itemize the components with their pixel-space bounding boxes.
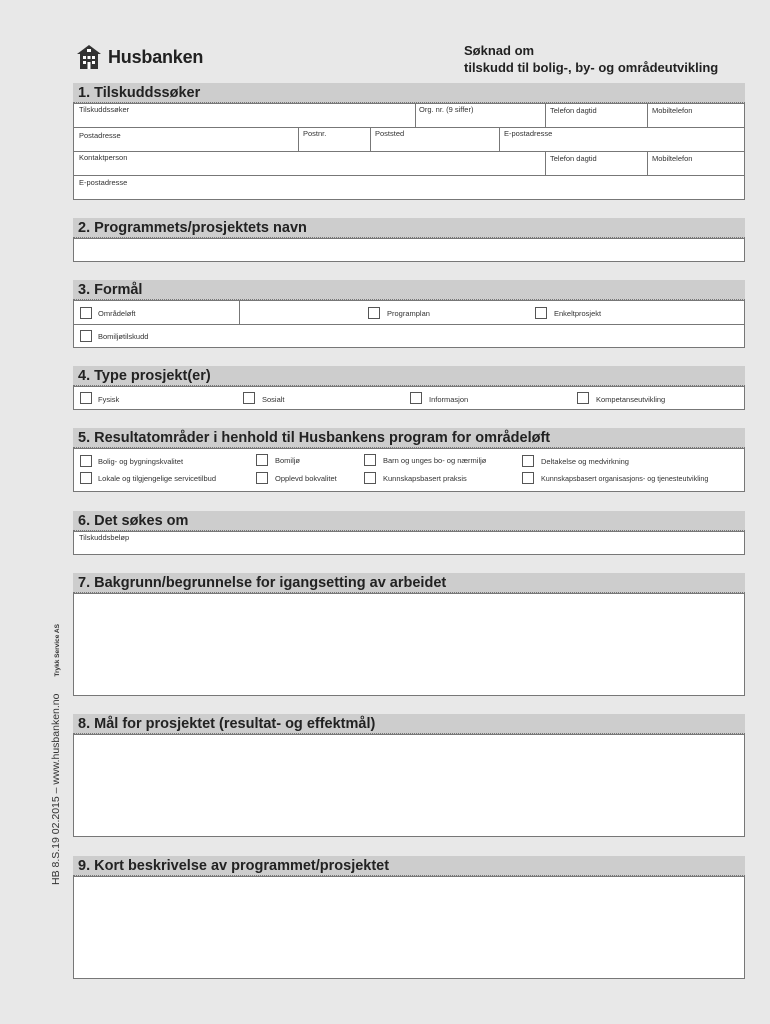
phone-day-label: Telefon dagtid	[550, 106, 597, 115]
applicant-row	[74, 104, 744, 128]
project-name-field[interactable]	[73, 238, 745, 262]
label-lokale-servicetilbud: Lokale og tilgjengelige servicetilbud	[98, 474, 216, 483]
label-kunnskapsbasert-organisasjon: Kunnskapsbasert organisasjons- og tjenesteutvikling	[541, 474, 709, 483]
label-bomiljotilskudd: Bomiljøtilskudd	[98, 332, 149, 341]
section-8-heading: 8. Mål for prosjektet (resultat- og effektmål)	[73, 714, 745, 734]
section-6-heading: 6. Det søkes om	[73, 511, 745, 531]
form-id-text: HB 8.S.19 02.2015 – www.husbanken.no	[50, 693, 62, 885]
logo-text: Husbanken	[108, 46, 204, 67]
sideways-footer	[50, 624, 62, 885]
section-4-heading: 4. Type prosjekt(er)	[73, 366, 745, 386]
label-enkeltprosjekt: Enkeltprosjekt	[554, 309, 602, 318]
section-1-box	[73, 103, 745, 200]
document-title	[464, 42, 718, 76]
label-bomiljo: Bomiljø	[275, 456, 301, 465]
postal-place-label: Poststed	[375, 129, 405, 138]
checkbox-fysisk[interactable]	[80, 392, 92, 404]
checkbox-kompetanseutvikling[interactable]	[577, 392, 589, 404]
label-bolig-bygningskvalitet: Bolig- og bygningskvalitet	[98, 457, 184, 466]
husbanken-emblem-icon	[76, 44, 102, 70]
contact-person-label: Kontaktperson	[79, 153, 128, 162]
label-kompetanseutvikling: Kompetanseutvikling	[596, 395, 666, 404]
label-omradeloft: Områdeløft	[98, 309, 136, 318]
label-deltakelse: Deltakelse og medvirkning	[541, 457, 629, 466]
phone-day-2-label: Telefon dagtid	[550, 154, 597, 163]
label-opplevd-bokvalitet: Opplevd bokvalitet	[275, 474, 337, 483]
checkbox-programplan[interactable]	[368, 307, 380, 319]
goals-textarea[interactable]	[73, 734, 745, 837]
husbanken-logo	[76, 44, 203, 70]
checkbox-kunnskapsbasert-praksis[interactable]	[364, 472, 376, 484]
section-4-box	[73, 386, 745, 410]
applicant-label: Tilskuddssøker	[79, 105, 130, 114]
checkbox-lokale-servicetilbud[interactable]	[80, 472, 92, 484]
label-informasjon: Informasjon	[429, 395, 469, 404]
label-barn-unges-miljo: Barn og unges bo- og nærmiljø	[383, 456, 487, 465]
checkbox-opplevd-bokvalitet[interactable]	[256, 472, 268, 484]
postal-row	[74, 128, 744, 152]
label-programplan: Programplan	[387, 309, 430, 318]
checkbox-sosialt[interactable]	[243, 392, 255, 404]
purpose-row-2	[74, 325, 744, 348]
checkbox-informasjon[interactable]	[410, 392, 422, 404]
checkbox-omradeloft[interactable]	[80, 307, 92, 319]
org-nr-label: Org. nr. (9 siffer)	[419, 105, 474, 114]
section-9-heading: 9. Kort beskrivelse av programmet/prosjektet	[73, 856, 745, 876]
checkbox-kunnskapsbasert-organisasjon[interactable]	[522, 472, 534, 484]
email-label: E-postadresse	[504, 129, 553, 138]
postal-nr-label: Postnr.	[303, 129, 327, 138]
email-2-label: E-postadresse	[79, 178, 128, 187]
amount-label: Tilskuddsbeløp	[79, 533, 130, 542]
purpose-row-1	[74, 301, 744, 325]
description-textarea[interactable]	[73, 876, 745, 979]
checkbox-enkeltprosjekt[interactable]	[535, 307, 547, 319]
checkbox-bomiljotilskudd[interactable]	[80, 330, 92, 342]
printer-text: Trykk Service AS	[54, 624, 61, 677]
section-5-heading: 5. Resultatområder i henhold til Husbankens program for områdeløft	[73, 428, 745, 448]
postal-address-label: Postadresse	[79, 131, 121, 140]
section-3-box	[73, 300, 745, 348]
checkbox-barn-unges-miljo[interactable]	[364, 454, 376, 466]
label-sosialt: Sosialt	[262, 395, 285, 404]
label-kunnskapsbasert-praksis: Kunnskapsbasert praksis	[383, 474, 467, 483]
section-3-heading: 3. Formål	[73, 280, 745, 300]
email-row	[74, 176, 744, 200]
checkbox-bomiljo[interactable]	[256, 454, 268, 466]
title-line-1: Søknad om	[464, 43, 535, 58]
background-textarea[interactable]	[73, 593, 745, 696]
section-7-heading: 7. Bakgrunn/begrunnelse for igangsetting av arbeidet	[73, 573, 745, 593]
mobile-label: Mobiltelefon	[652, 106, 693, 115]
section-2-heading: 2. Programmets/prosjektets navn	[73, 218, 745, 238]
amount-field[interactable]	[73, 531, 745, 555]
section-1-heading: 1. Tilskuddssøker	[73, 83, 745, 103]
checkbox-bolig-bygningskvalitet[interactable]	[80, 455, 92, 467]
label-fysisk: Fysisk	[98, 395, 120, 404]
title-line-2: tilskudd til bolig-, by- og områdeutvikling	[464, 60, 719, 75]
contact-row	[74, 152, 744, 176]
mobile-2-label: Mobiltelefon	[652, 154, 693, 163]
section-5-box	[73, 448, 745, 492]
checkbox-deltakelse[interactable]	[522, 455, 534, 467]
